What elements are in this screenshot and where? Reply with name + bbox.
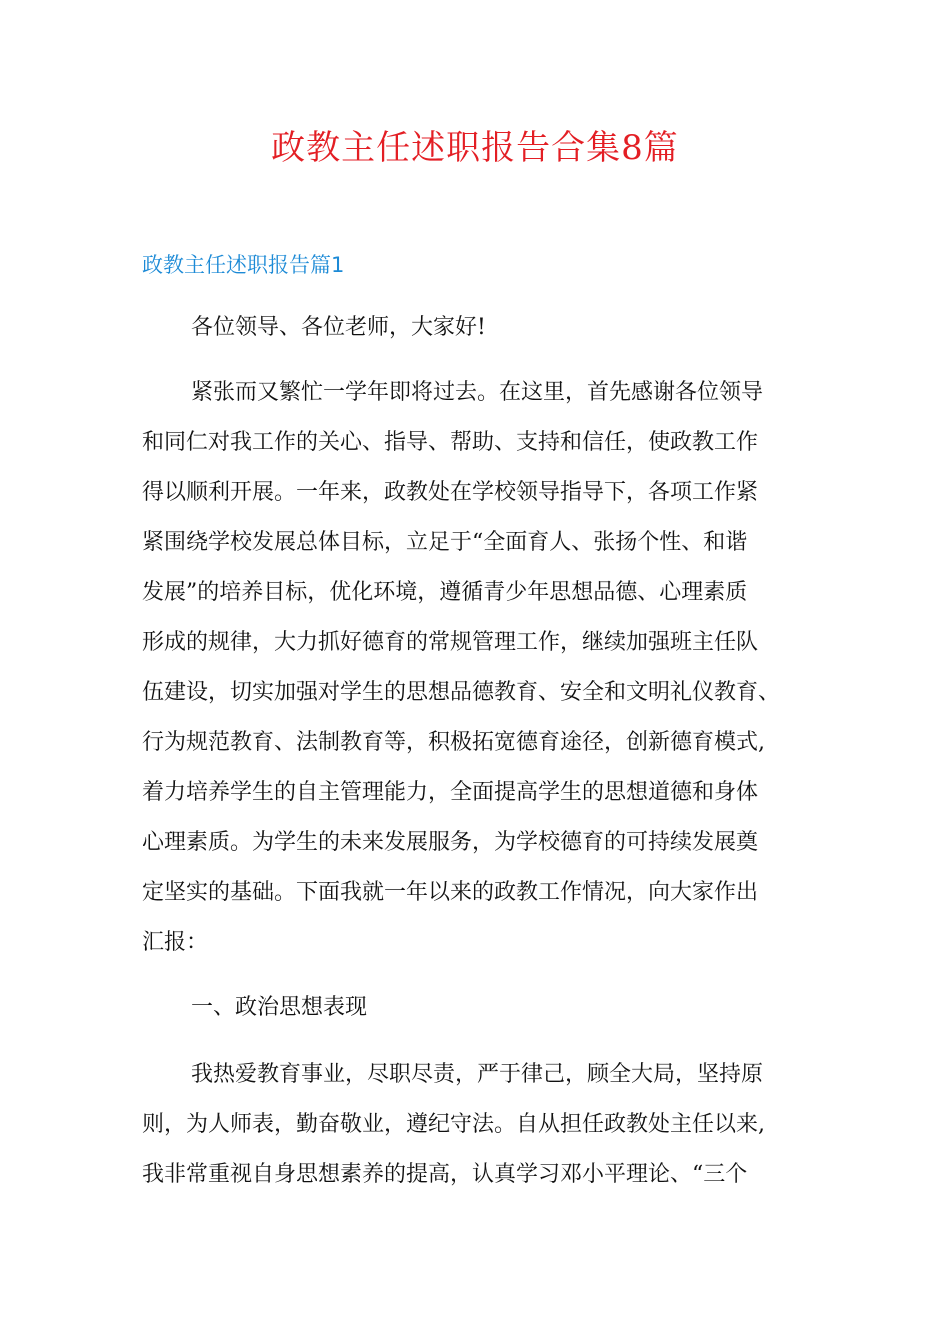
subheading-paragraph <box>142 983 822 1033</box>
paragraph-line: 得以顺利开展。一年来，政教处在学校领导指导下，各项工作紧 <box>142 480 759 505</box>
intro-paragraph <box>142 368 822 968</box>
paragraph-line: 则，为人师表，勤奋敬业，遵纪守法。自从担任政教处主任以来, <box>142 1112 765 1137</box>
section-heading: 政教主任述职报告篇1 <box>142 253 345 277</box>
paragraph-line: 紧围绕学校发展总体目标，立足于“全面育人、张扬个性、和谐 <box>142 530 748 555</box>
paragraph-line: 心理素质。为学生的未来发展服务，为学校德育的可持续发展奠 <box>142 830 759 855</box>
paragraph-line: 行为规范教育、法制教育等，积极拓宽德育途径，创新德育模式, <box>142 730 765 755</box>
paragraph-line: 着力培养学生的自主管理能力，全面提高学生的思想道德和身体 <box>142 780 759 805</box>
political-paragraph <box>142 1050 822 1200</box>
document-title: 政教主任述职报告合集8篇 <box>271 128 679 168</box>
greeting-line: 各位领导、各位老师，大家好! <box>191 315 486 340</box>
paragraph-line: 我热爱教育事业，尽职尽责，严于律己，顾全大局，坚持原 <box>191 1062 764 1087</box>
paragraph-line: 紧张而又繁忙一学年即将过去。在这里，首先感谢各位领导 <box>191 380 764 405</box>
paragraph-line: 和同仁对我工作的关心、指导、帮助、支持和信任，使政教工作 <box>142 430 759 455</box>
subheading-political: 一、政治思想表现 <box>191 995 368 1020</box>
paragraph-line: 定坚实的基础。下面我就一年以来的政教工作情况，向大家作出 <box>142 880 759 905</box>
paragraph-line: 汇报： <box>142 930 209 955</box>
paragraph-line: 伍建设，切实加强对学生的思想品德教育、安全和文明礼仪教育、 <box>142 680 781 705</box>
paragraph-line: 我非常重视自身思想素养的提高，认真学习邓小平理论、“三个 <box>142 1162 748 1187</box>
greeting-paragraph <box>142 303 822 353</box>
paragraph-line: 形成的规律，大力抓好德育的常规管理工作，继续加强班主任队 <box>142 630 759 655</box>
paragraph-line: 发展”的培养目标，优化环境，遵循青少年思想品德、心理素质 <box>142 580 748 605</box>
